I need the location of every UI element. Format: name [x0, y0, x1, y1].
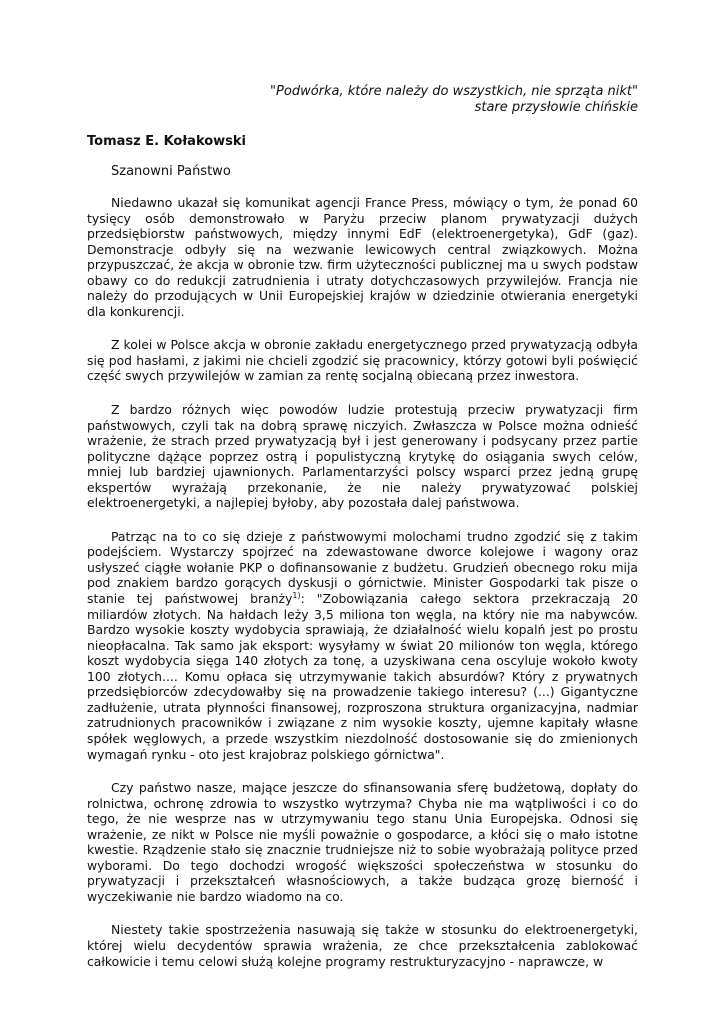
paragraph: Z kolei w Polsce akcja w obronie zakładu energetycznego przed prywatyzacją odbyła się pod hasłami, z jakimi nie chcieli zgodzić się pracownicy, którzy gotowi byli poświęcić część swych przywilejów w zamian za rentę socjalną obiecaną przez inwestora. [87, 337, 638, 384]
paragraph-text: : "Zobowiązania całego sektora przekraczają 20 miliardów złotych. Na hałdach leży 3,5 miliona ton węgla, na który nie ma nabywców. Bardzo wysokie koszty wydobycia sprawiają, że działalność wielu kopalń jest po prostu nieopłacalna. Tak samo jak eksport: wysyłamy w świat 20 milionów ton węgla, którego koszt wydobycia sięga 140 złotych za tonę, a uzyskiwana cena oscyluje wokoło kwoty 100 złotych.... Komu opłaca się utrzymywanie takich absurdów? Który z prywatnych przedsiębiorców zdecydowałby się na prowadzenie takiego interesu? (...) Gigantyczne zadłużenie, utrata płynności finansowej, rozproszona struktura organizacyjna, nadmiar zatrudnionych pracowników i związane z nim wysokie koszty, ujemne kapitały własne spółek węglowych, a przede wszystkim niezdolność dostosowanie się do zmienionych wymagań rynku - oto jest krajobraz polskiego górnictwa". [87, 591, 638, 762]
paragraph: Z bardzo różnych więc powodów ludzie protestują przeciw prywatyzacji firm państwowych, czyli tak na dobrą sprawę niczyich. Zwłaszcza w Polsce można odnieść wrażenie, że strach przed prywatyzacją był i jest generowany i podsycany przez partie polityczne dążące poprzez ostrą i populistyczną krytykę do osiągania swych celów, mniej lub bardziej ujawnionych. Parlamentarzyści polscy wsparci przez jedną grupę ekspertów wyrażają przekonanie, że nie należy prywatyzować polskiej elektroenergetyki, a najlepiej byłoby, aby pozostała dalej państwowa. [87, 402, 638, 511]
author-name: Tomasz E. Kołakowski [87, 134, 247, 149]
footnote-marker[interactable]: 1) [292, 590, 301, 600]
greeting: Szanowni Państwo [111, 164, 231, 179]
epigraph-source: stare przysłowie chińskie [474, 100, 638, 115]
paragraph: Czy państwo nasze, mające jeszcze do sfinansowania sferę budżetową, dopłaty do rolnictwa, ochronę zdrowia to wszystko wytrzyma? Chyba nie ma wątpliwości i co do tego, że nie wesprze nas w utrzymywaniu tego stanu Unia Europejska. Odnosi się wrażenie, ze nikt w Polsce nie myśli poważnie o gospodarce, a kłóci się o mało istotne kwestie. Rządzenie stało się znacznie trudniejsze niż to sobie wyobrażają polityce przed wyborami. Do tego dochodzi wrogość większości społeczeństwa w stosunku do prywatyzacji i przekształceń własnościowych, a także budząca grozę bierność i wyczekiwanie nie bardzo wiadomo na co. [87, 780, 638, 904]
paragraph: Niedawno ukazał się komunikat agencji France Press, mówiący o tym, że ponad 60 tysięcy osób demonstrowało w Paryżu przeciw planom prywatyzacji dużych przedsiębiorstw państwowych, między innymi EdF (elektroenergetyka), GdF (gaz). Demonstracje odbyły się na wezwanie lewicowych central związkowych. Można przypuszczać, że akcja w obronie tzw. firm użyteczności publicznej ma u swych podstaw obawy co do redukcji zatrudnienia i utraty dotychczasowych przywilejów. Francja nie należy do przodujących w Unii Europejskiej krajów w dziedzinie otwierania energetyki dla konkurencji. [87, 195, 638, 319]
paragraph: Niestety takie spostrzeżenia nasuwają się także w stosunku do elektroenergetyki, której wielu decydentów sprawia wrażenia, ze chce przekształcenia zablokować całkowicie i temu celowi służą kolejne programy restrukturyzacyjno - naprawcze, w [87, 922, 638, 969]
epigraph [118, 84, 638, 116]
letter-body [87, 195, 638, 987]
paragraph-with-footnote [87, 529, 638, 762]
paragraph-text: Patrząc na to co się dzieje z państwowymi molochami trudno zgodzić się z takim podejściem. Wystarczy spojrzeć na zdewastowane dworce kolejowe i wagony oraz usłyszeć ciągłe wołanie PKP o dofinansowanie z budżetu. Grudzień obecnego roku mija pod znakiem bardzo gorących dyskusji o górnictwie. Minister Gospodarki tak pisze o stanie tej państwowej branży [87, 528, 638, 607]
epigraph-quote: "Podwórka, które należy do wszystkich, nie sprząta nikt" [270, 84, 638, 99]
